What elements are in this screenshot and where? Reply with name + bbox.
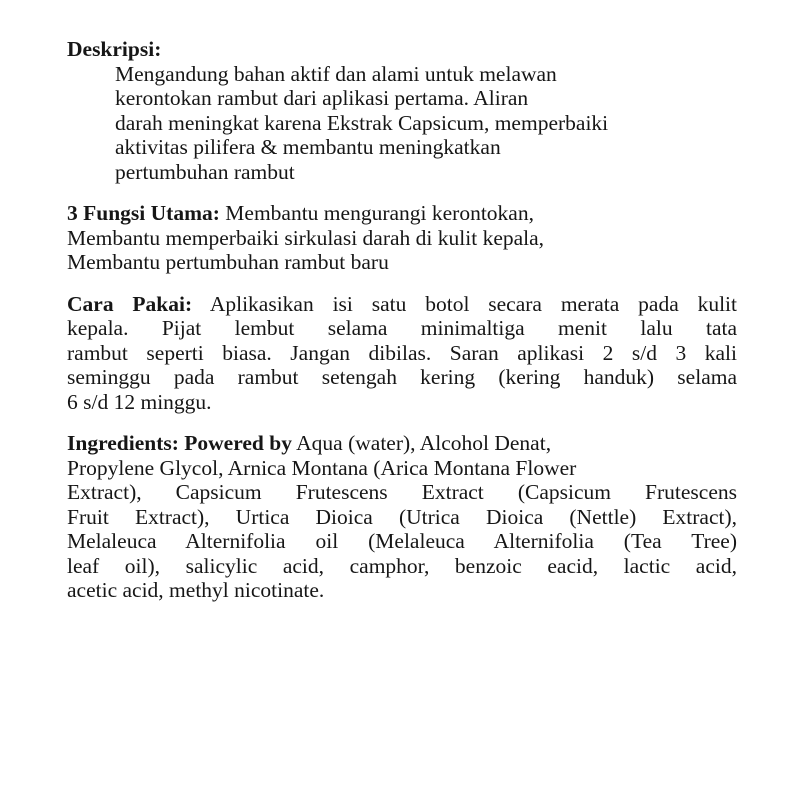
text-line: rambut seperti biasa. Jangan dibilas. Saran aplikasi 2 s/d 3 kali: [67, 340, 737, 365]
text-line: Fruit Extract), Urtica Dioica (Utrica Dioica (Nettle) Extract),: [67, 504, 737, 529]
text-line: pertumbuhan rambut: [115, 159, 295, 184]
text-line: [67, 201, 737, 226]
text-line: leaf oil), salicylic acid, camphor, benzoic eacid, lactic acid,: [67, 553, 737, 578]
text-line: Extract), Capsicum Frutescens Extract (Capsicum Frutescens: [67, 480, 737, 504]
text-line: [67, 431, 737, 456]
fungsi-utama-heading: 3 Fungsi Utama:: [67, 201, 220, 225]
text-line: [67, 292, 737, 317]
deskripsi-paragraph: [115, 62, 737, 185]
text-line: Mengandung bahan aktif dan alami untuk melawan: [115, 61, 557, 86]
section-fungsi-utama: [67, 201, 737, 275]
text-line: aktivitas pilifera & membantu meningkatkan: [115, 135, 501, 159]
text-line-rest: Aqua (water), Alcohol Denat,: [291, 431, 552, 455]
text-line: Propylene Glycol, Arnica Montana (Arica Montana Flower: [67, 455, 577, 480]
text-line: 6 s/d 12 minggu.: [67, 389, 212, 414]
section-cara-pakai: [67, 292, 737, 415]
text-line: seminggu pada rambut setengah kering (kering handuk) selama: [67, 365, 737, 389]
deskripsi-heading: Deskripsi:: [67, 37, 162, 61]
text-line-rest: Aplikasikan isi satu botol secara merata pada kulit: [192, 291, 738, 316]
cara-pakai-heading: Cara Pakai:: [67, 291, 193, 316]
text-line: Membantu memperbaiki sirkulasi darah di kulit kepala,: [67, 225, 545, 250]
ingredients-heading: Ingredients: Powered by: [67, 431, 292, 455]
text-line-rest: Membantu mengurangi kerontokan,: [219, 201, 534, 225]
text-line: kerontokan rambut dari aplikasi pertama. Aliran: [115, 86, 529, 110]
text-line: Melaleuca Alternifolia oil (Melaleuca Alternifolia (Tea Tree): [67, 529, 737, 553]
section-ingredients: [67, 431, 737, 603]
text-line: kepala. Pijat lembut selama minimaltiga menit lalu tata: [67, 316, 737, 340]
section-deskripsi: [67, 37, 737, 184]
text-line: darah meningkat karena Ekstrak Capsicum, memperbaiki: [115, 110, 609, 135]
text-line: Membantu pertumbuhan rambut baru: [67, 250, 389, 274]
text-line: acetic acid, methyl nicotinate.: [67, 578, 325, 602]
